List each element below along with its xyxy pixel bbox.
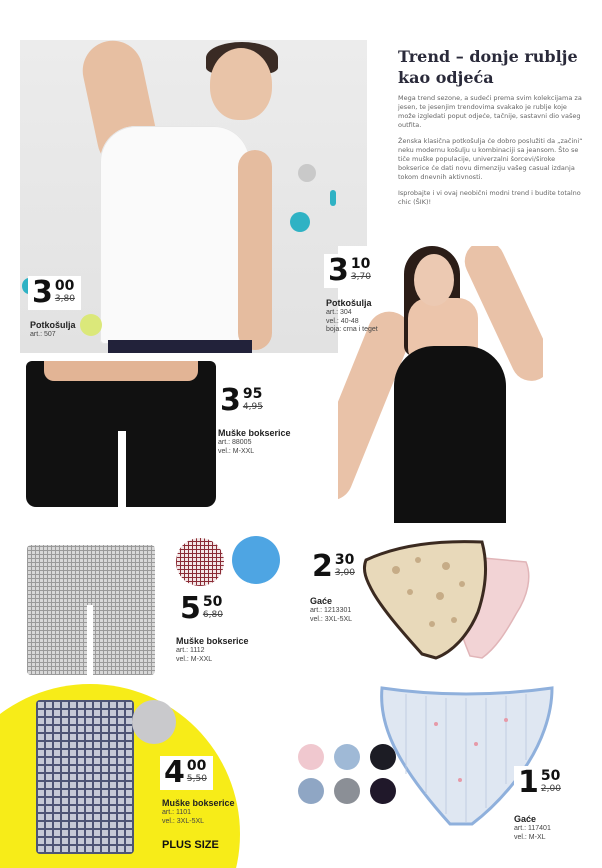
product-name: Potkošulja [30, 320, 76, 330]
product-name: Gaće [310, 596, 333, 606]
swatch-grey-icon [132, 700, 176, 744]
price-tag [308, 550, 361, 584]
product-meta: art.: 1112 [176, 647, 205, 654]
old-price: 2,00 [540, 784, 561, 794]
product-meta: art.: 1213301 [310, 607, 352, 614]
price-integer: 3 [32, 275, 53, 310]
price-integer: 4 [164, 755, 185, 790]
price-decimal: 50 [202, 594, 223, 610]
product-name: Muške bokserice [176, 636, 249, 646]
price-integer: 3 [328, 253, 349, 288]
product-name: Potkošulja [326, 298, 372, 308]
product-info [30, 320, 76, 340]
price-tag [216, 384, 269, 418]
article-paragraph: Mega trend sezone, a sudeći prema svim kolekcijama za jesen, te jesenjim trendovima svakako je rublje koje može izgledati poput odjeće, tačnije, sastavni dio vašeg outfita. [398, 94, 582, 129]
product-meta: art.: 117401 [514, 825, 551, 832]
product-meta: vel.: 40-48 [326, 317, 359, 325]
swatch-pattern-icon [370, 744, 396, 770]
product-info [218, 428, 291, 456]
product-meta: art.: 507 [30, 331, 56, 338]
product-meta: art.: 304 [326, 309, 352, 316]
product-meta: vel.: M-XXL [176, 655, 213, 663]
price-decimal: 95 [242, 386, 263, 402]
photo-blue-brief [376, 684, 556, 834]
product-meta: vel.: M-XL [514, 833, 546, 841]
photo-plus-size-boxers [36, 700, 134, 854]
old-price: 4,95 [242, 402, 263, 412]
price-decimal: 30 [334, 552, 355, 568]
price-tag [176, 592, 229, 626]
price-tag [514, 766, 567, 800]
product-info [176, 636, 249, 664]
swatch-pattern-icon [298, 744, 324, 770]
article-paragraph: Isprobajte i vi ovaj neobični modni trend i budite totalno chic (ŠIK)! [398, 189, 581, 206]
product-meta: vel.: M-XXL [218, 447, 255, 455]
swatch-pattern-icon [334, 744, 360, 770]
price-decimal: 10 [350, 256, 371, 272]
product-name: Muške bokserice [162, 798, 235, 808]
price-integer: 2 [312, 549, 333, 584]
product-name: Muške bokserice [218, 428, 291, 438]
price-decimal: 00 [54, 278, 75, 294]
product-meta: vel.: 3XL-5XL [162, 817, 205, 825]
price-tag [28, 276, 81, 310]
product-meta: boja: crna i teget [326, 326, 378, 333]
product-name: Gaće [514, 814, 537, 824]
product-info [514, 814, 551, 842]
product-meta: vel.: 3XL-5XL [310, 615, 353, 623]
swatch-blue-icon [232, 536, 280, 584]
price-decimal: 00 [186, 758, 207, 774]
plus-size-label: PLUS SIZE [162, 839, 219, 851]
photo-black-boxers [26, 361, 216, 507]
photo-beige-brief [356, 536, 534, 664]
product-meta: art.: 88005 [218, 439, 252, 446]
price-tag [324, 254, 377, 288]
product-info [310, 596, 352, 624]
old-price: 6,80 [202, 610, 223, 620]
article-paragraph: Ženska klasična potkošulja će dobro poslužiti da „začini“ neku modernu košulju u kombinaciji sa jeansom. Što se tiče muške populacije, univerzalni šorcevi/široke bokserice će dati novu dimenziju vašeg casual izdanja tokom dnevnih aktivnosti. [398, 137, 583, 181]
product-info [162, 798, 235, 826]
old-price: 3,70 [350, 272, 371, 282]
swatch-check-icon [176, 538, 224, 586]
product-meta: art.: 1101 [162, 809, 192, 816]
product-info [326, 298, 378, 335]
price-integer: 1 [518, 765, 539, 800]
old-price: 3,00 [334, 568, 355, 578]
article-headline: Trend – donje rublje kao odjeća [398, 47, 578, 87]
price-integer: 3 [220, 383, 241, 418]
price-tag [160, 756, 213, 790]
price-integer: 5 [180, 591, 201, 626]
photo-checked-boxers [27, 545, 155, 675]
swatch-pattern-icon [334, 778, 360, 804]
old-price: 3,80 [54, 294, 75, 304]
price-decimal: 50 [540, 768, 561, 784]
old-price: 5,50 [186, 774, 207, 784]
swatch-pattern-icon [298, 778, 324, 804]
article-body [398, 94, 586, 214]
swatch-pattern-icon [370, 778, 396, 804]
